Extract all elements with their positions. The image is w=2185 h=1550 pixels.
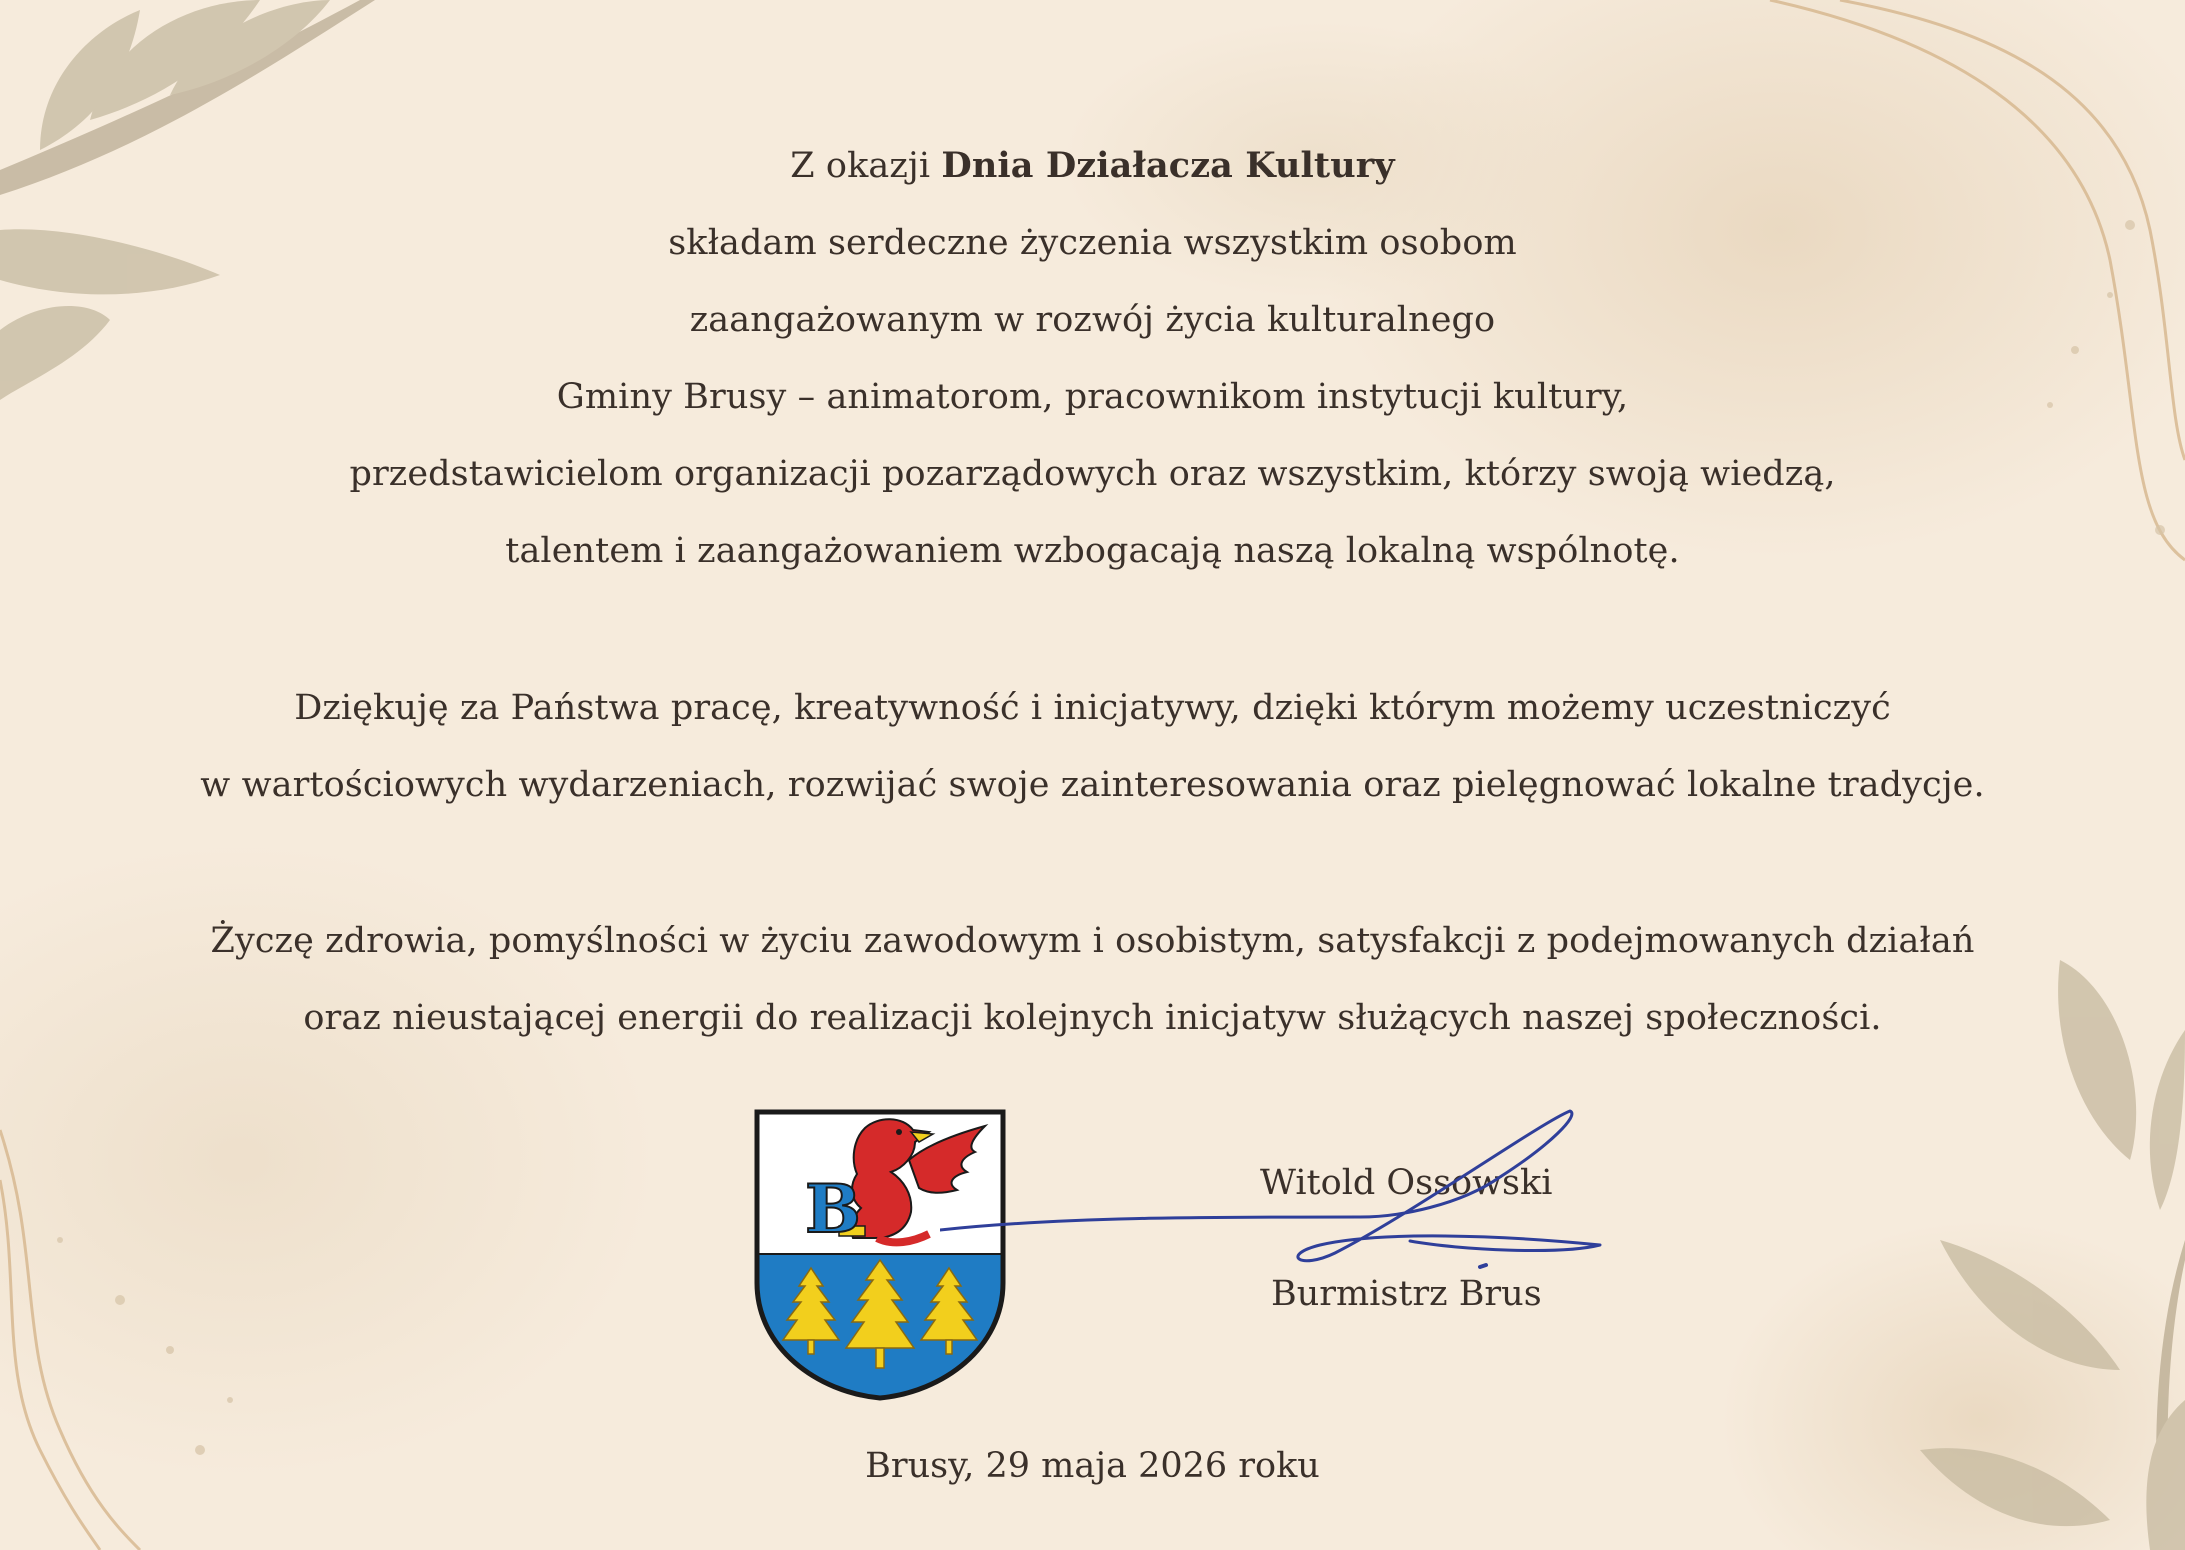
greeting-line-1: Z okazji Dnia Działacza Kultury [790, 145, 1395, 186]
wishes-line-1: Życzę zdrowia, pomyślności w życiu zawodowym i osobistym, satysfakcji z podejmowanych działań [210, 921, 1975, 961]
crest-letter: B [805, 1170, 861, 1248]
greeting-line-4: Gminy Brusy – animatorom, pracownikom instytucji kultury, [556, 377, 1629, 417]
occasion-name: Dnia Działacza Kultury [941, 145, 1395, 186]
greeting-line-3: zaangażowanym w rozwój życia kulturalnego [689, 300, 1496, 340]
date-line: Brusy, 29 maja 2026 roku [865, 1446, 1320, 1486]
greeting-line-6: talentem i zaangażowaniem wzbogacają naszą lokalną wspólnotę. [505, 531, 1680, 571]
thanks-paragraph [0, 670, 2185, 824]
thanks-line-2: w wartościowych wydarzeniach, rozwijać swoje zainteresowania oraz pielęgnować lokalne tradycje. [200, 765, 1985, 805]
signatory-title: Burmistrz Brus [1271, 1274, 1542, 1314]
greeting-paragraph [0, 127, 2185, 590]
signatory-name: Witold Ossowski [1260, 1163, 1553, 1203]
wishes-paragraph [0, 903, 2185, 1057]
greeting-line-2: składam serdeczne życzenia wszystkim osobom [668, 223, 1517, 263]
thanks-line-1: Dziękuję za Państwa pracę, kreatywność i inicjatywy, dzięki którym możemy uczestniczyć [294, 688, 1891, 728]
greeting-line-5: przedstawicielom organizacji pozarządowych oraz wszystkim, którzy swoją wiedzą, [349, 454, 1836, 494]
wishes-line-2: oraz nieustającej energii do realizacji kolejnych inicjatyw służących naszej społeczności. [303, 998, 1882, 1038]
handwritten-signature [940, 1105, 1620, 1280]
